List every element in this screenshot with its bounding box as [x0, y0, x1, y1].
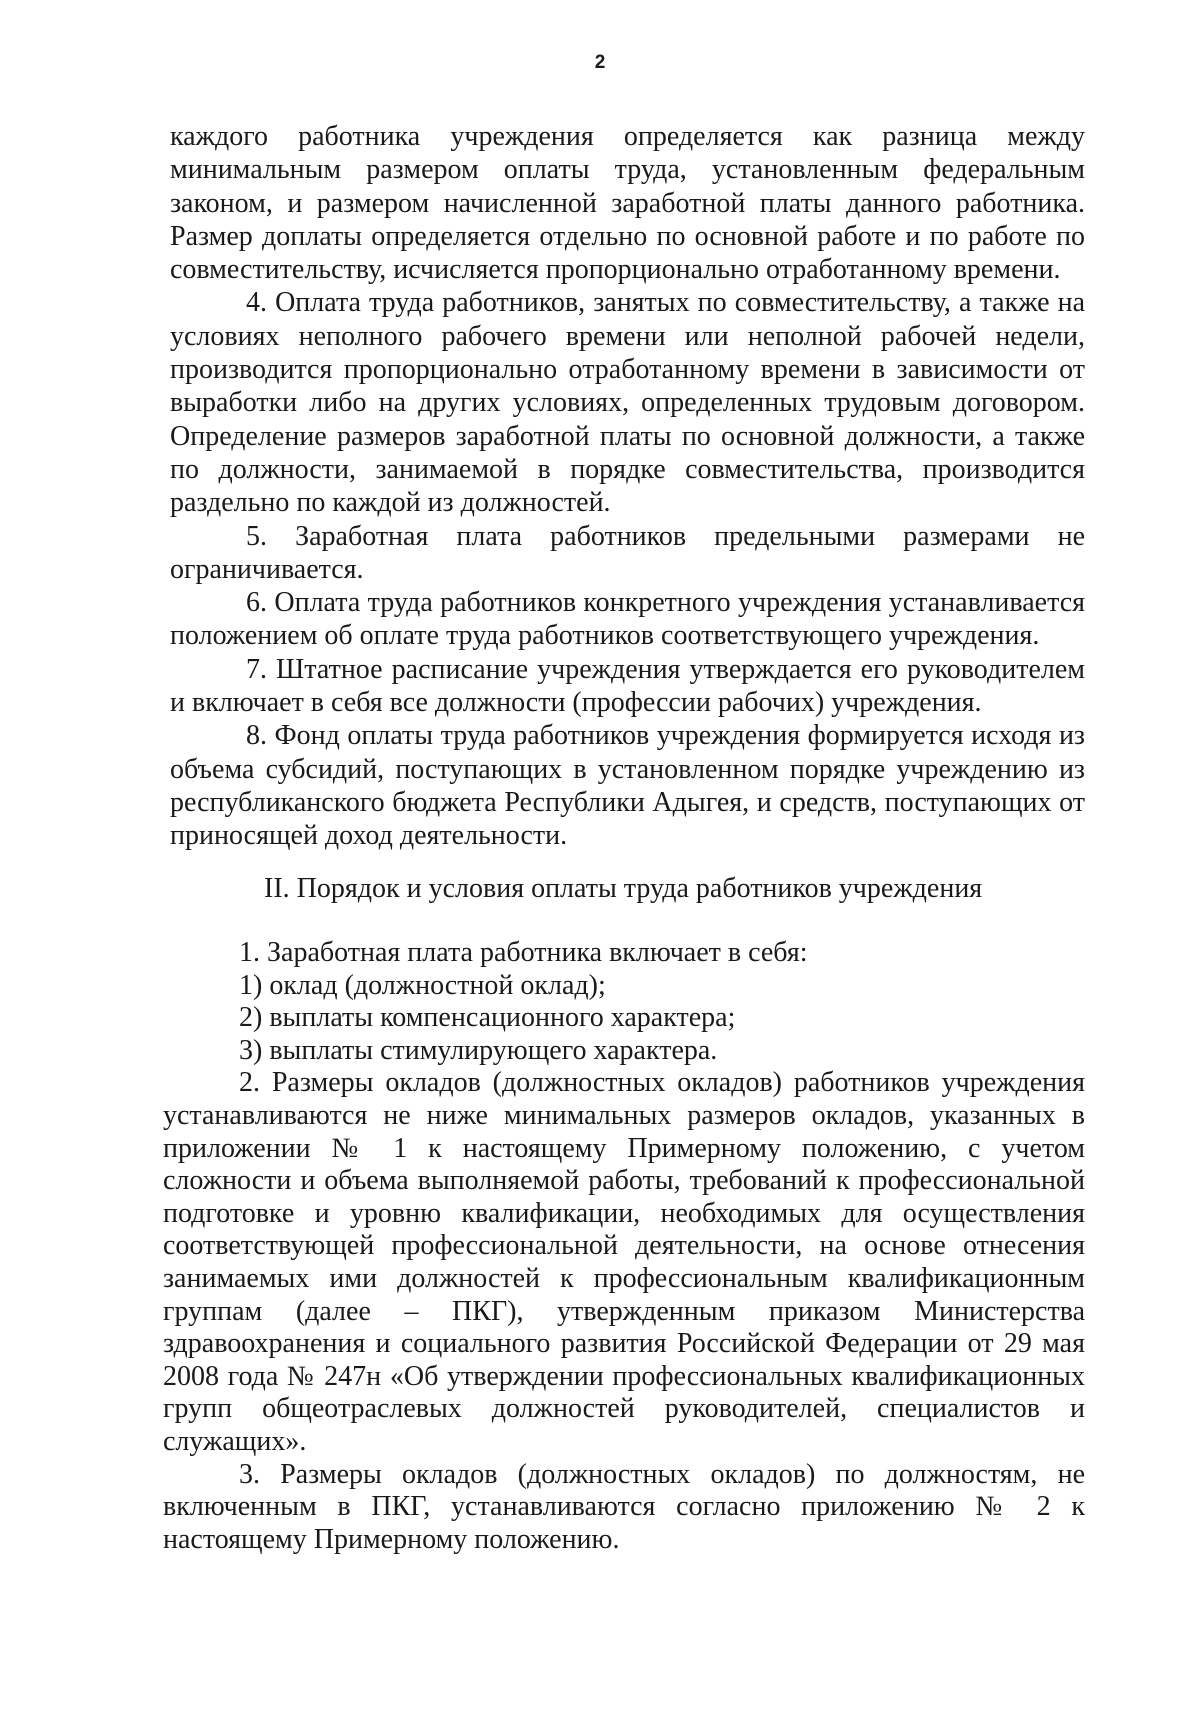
paragraph-6: 6. Оплата труда работников конкретного учреждения устанавливается положением об оплате труда работников соответствующего учреждения. [170, 587, 1085, 652]
section-2-paragraph-2: 2. Размеры окладов (должностных окладов) работников учреждения устанавливаются не ниже минимальных размеров окладов, указанных в приложении № 1 к настоящему Примерному положению, с учетом сложности и объема выполняемой работы, требований к профессиональной подготовке и уровню квалификации, необходимых для осуществления соответствующей профессиональной деятельности, на основе отнесения занимаемых ими должностей к профессиональным квалификационным группам (далее – ПКГ), утвержденным приказом Министерства здравоохранения и социального развития Российской Федерации от 29 мая 2008 года № 247н «Об утверждении профессиональных квалификационных групп общеотраслевых должностей руководителей, специалистов и служащих». [163, 1067, 1085, 1457]
list-item-1: 1) оклад (должностной оклад); [239, 969, 606, 1001]
paragraph-4: 4. Оплата труда работников, занятых по совместительству, а также на условиях неполного рабочего времени или неполной рабочей недели, производится пропорционально отработанному времени в зависимости от выработки либо на других условиях, определенных трудовым договором. Определение размеров заработной платы по основной должности, а также по должности, занимаемой в порядке совместительства, производится раздельно по каждой из должностей. [170, 287, 1085, 519]
section-heading: II. Порядок и условия оплаты труда работников учреждения [264, 873, 983, 904]
list-item-2: 2) выплаты компенсационного характера; [239, 1002, 736, 1034]
paragraph-8: 8. Фонд оплаты труда работников учреждения формируется исходя из объема субсидий, поступающих в установленном порядке учреждению из республиканского бюджета Республики Адыгея, и средств, поступающих от приносящей доход деятельности. [170, 720, 1085, 852]
list-item-3: 3) выплаты стимулирующего характера. [239, 1034, 718, 1066]
document-body-top [170, 120, 1085, 853]
paragraph-7: 7. Штатное расписание учреждения утверждается его руководителем и включает в себя все должности (профессии рабочих) учреждения. [170, 653, 1085, 719]
paragraph-5: 5. Заработная плата работников предельными размерами не ограничивается. [170, 520, 1085, 585]
section-2-paragraph-1: 1. Заработная плата работника включает в себя: [239, 937, 808, 968]
page-number: 2 [594, 52, 606, 73]
document-body-section-2 [163, 937, 1085, 1556]
section-2-paragraph-3: 3. Размеры окладов (должностных окладов) по должностям, не включенным в ПКГ, устанавливаются согласно приложению № 2 к настоящему Примерному положению. [163, 1458, 1085, 1555]
paragraph-continuation: каждого работника учреждения определяется как разница между минимальным размером оплаты труда, установленным федеральным законом, и размером начисленной заработной платы данного работника. Размер доплаты определяется отдельно по основной работе и по работе по совместительству, исчисляется пропорционально отработанному времени. [170, 121, 1085, 286]
